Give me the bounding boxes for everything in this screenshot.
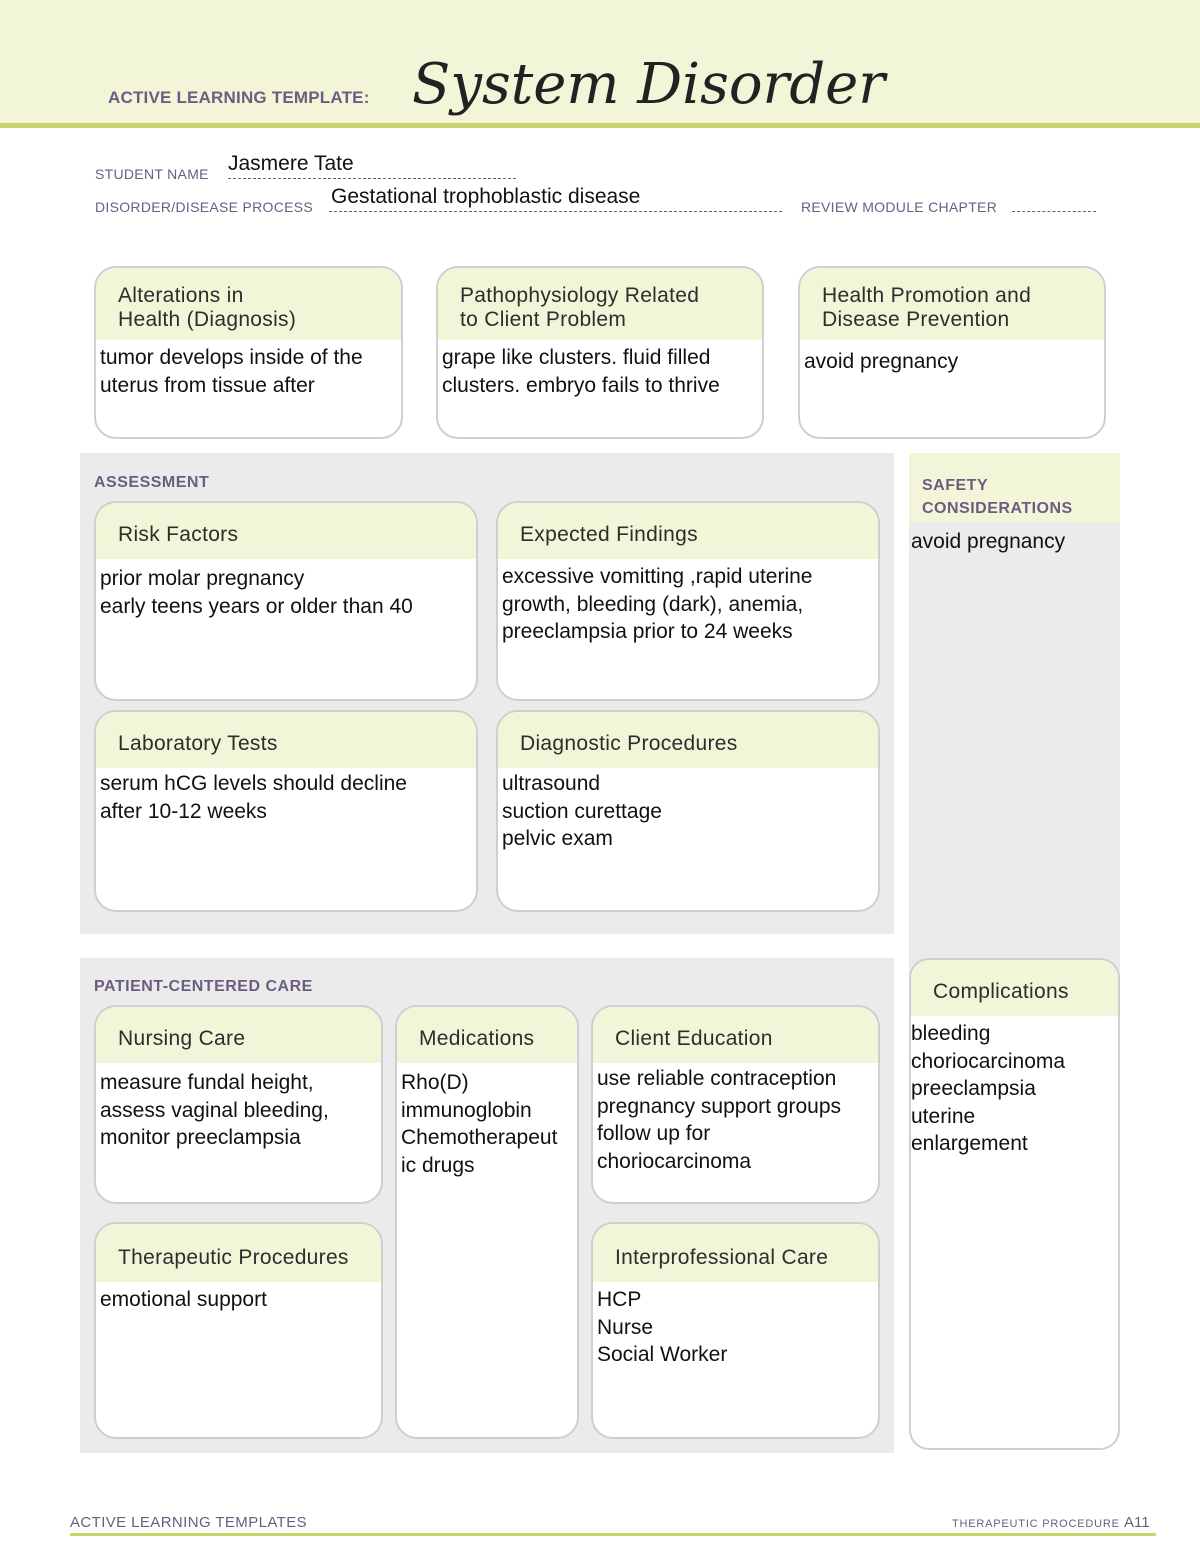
therapeutic-procedures-text[interactable]: emotional support: [100, 1288, 267, 1311]
nursing-care-text[interactable]: measure fundal height, assess vaginal bleeding, monitor preeclampsia: [100, 1071, 329, 1149]
expected-findings-box: [496, 501, 880, 701]
disorder-line: [329, 211, 782, 212]
student-name-field[interactable]: Jasmere Tate: [228, 152, 354, 175]
assessment-title: ASSESSMENT: [94, 474, 210, 491]
risk-factors-box: [94, 501, 478, 701]
nursing-care-title: Nursing Care: [96, 1007, 381, 1063]
footer-page-number: A11: [1124, 1514, 1150, 1531]
interprofessional-care-text[interactable]: HCP Nurse Social Worker: [597, 1288, 728, 1366]
diagnostic-procedures-text[interactable]: ultrasound suction curettage pelvic exam: [502, 772, 662, 850]
laboratory-tests-text[interactable]: serum hCG levels should decline after 10-12 weeks: [100, 772, 407, 823]
risk-factors-text[interactable]: prior molar pregnancy early teens years or older than 40: [100, 567, 413, 618]
disorder-label: DISORDER/DISEASE PROCESS: [95, 199, 314, 215]
footer-left-label: ACTIVE LEARNING TEMPLATES: [70, 1514, 307, 1531]
expected-findings-text[interactable]: excessive vomitting ,rapid uterine growth, bleeding (dark), anemia, preeclampsia prior to 24 weeks: [502, 565, 813, 643]
client-education-title: Client Education: [593, 1007, 878, 1063]
pathophysiology-text[interactable]: grape like clusters. fluid filled clusters. embryo fails to thrive: [442, 346, 720, 397]
diagnostic-procedures-title: Diagnostic Procedures: [498, 712, 878, 768]
risk-factors-title: Risk Factors: [96, 503, 476, 559]
student-name-line: [228, 178, 516, 179]
diagnostic-procedures-box: [496, 710, 880, 912]
alterations-title: Alterations in Health (Diagnosis): [96, 268, 401, 340]
safety-text[interactable]: avoid pregnancy: [911, 530, 1066, 553]
review-module-line: [1012, 211, 1096, 212]
complications-box: [909, 958, 1120, 1450]
nursing-care-box: [94, 1005, 383, 1204]
alterations-text[interactable]: tumor develops inside of the uterus from tissue after: [100, 346, 363, 397]
review-module-label: REVIEW MODULE CHAPTER: [801, 199, 998, 215]
disorder-field[interactable]: Gestational trophoblastic disease: [331, 185, 641, 208]
complications-text[interactable]: bleeding choriocarcinoma preeclampsia uterine enlargement: [911, 1022, 1066, 1155]
laboratory-tests-box: [94, 710, 478, 912]
therapeutic-procedures-box: [94, 1222, 383, 1439]
therapeutic-procedures-title: Therapeutic Procedures: [96, 1224, 381, 1282]
laboratory-tests-title: Laboratory Tests: [96, 712, 476, 768]
pathophysiology-title: Pathophysiology Related to Client Problem: [438, 268, 762, 340]
medications-title: Medications: [397, 1007, 577, 1063]
health-promotion-box: [798, 266, 1106, 439]
alterations-box: [94, 266, 403, 439]
medications-text[interactable]: Rho(D) immunoglobin Chemotherapeut ic drugs: [401, 1071, 558, 1177]
client-education-text[interactable]: use reliable contraception pregnancy support groups follow up for choriocarcinoma: [597, 1067, 841, 1173]
footer-rule: [70, 1533, 1156, 1536]
student-name-label: STUDENT NAME: [95, 166, 209, 182]
medications-box: [395, 1005, 579, 1439]
template-label: ACTIVE LEARNING TEMPLATE:: [108, 88, 370, 107]
footer-right-label: THERAPEUTIC PROCEDURE: [952, 1518, 1120, 1530]
pathophysiology-box: [436, 266, 764, 439]
patient-centered-care-title: PATIENT-CENTERED CARE: [94, 978, 313, 995]
complications-title: Complications: [911, 960, 1118, 1016]
header-rule: [0, 123, 1200, 128]
template-title: System Disorder: [412, 52, 886, 117]
interprofessional-care-box: [591, 1222, 880, 1439]
expected-findings-title: Expected Findings: [498, 503, 878, 559]
safety-title: SAFETY CONSIDERATIONS: [922, 477, 1073, 517]
interprofessional-care-title: Interprofessional Care: [593, 1224, 878, 1282]
client-education-box: [591, 1005, 880, 1204]
health-promotion-title: Health Promotion and Disease Prevention: [800, 268, 1104, 340]
health-promotion-text[interactable]: avoid pregnancy: [804, 350, 959, 373]
